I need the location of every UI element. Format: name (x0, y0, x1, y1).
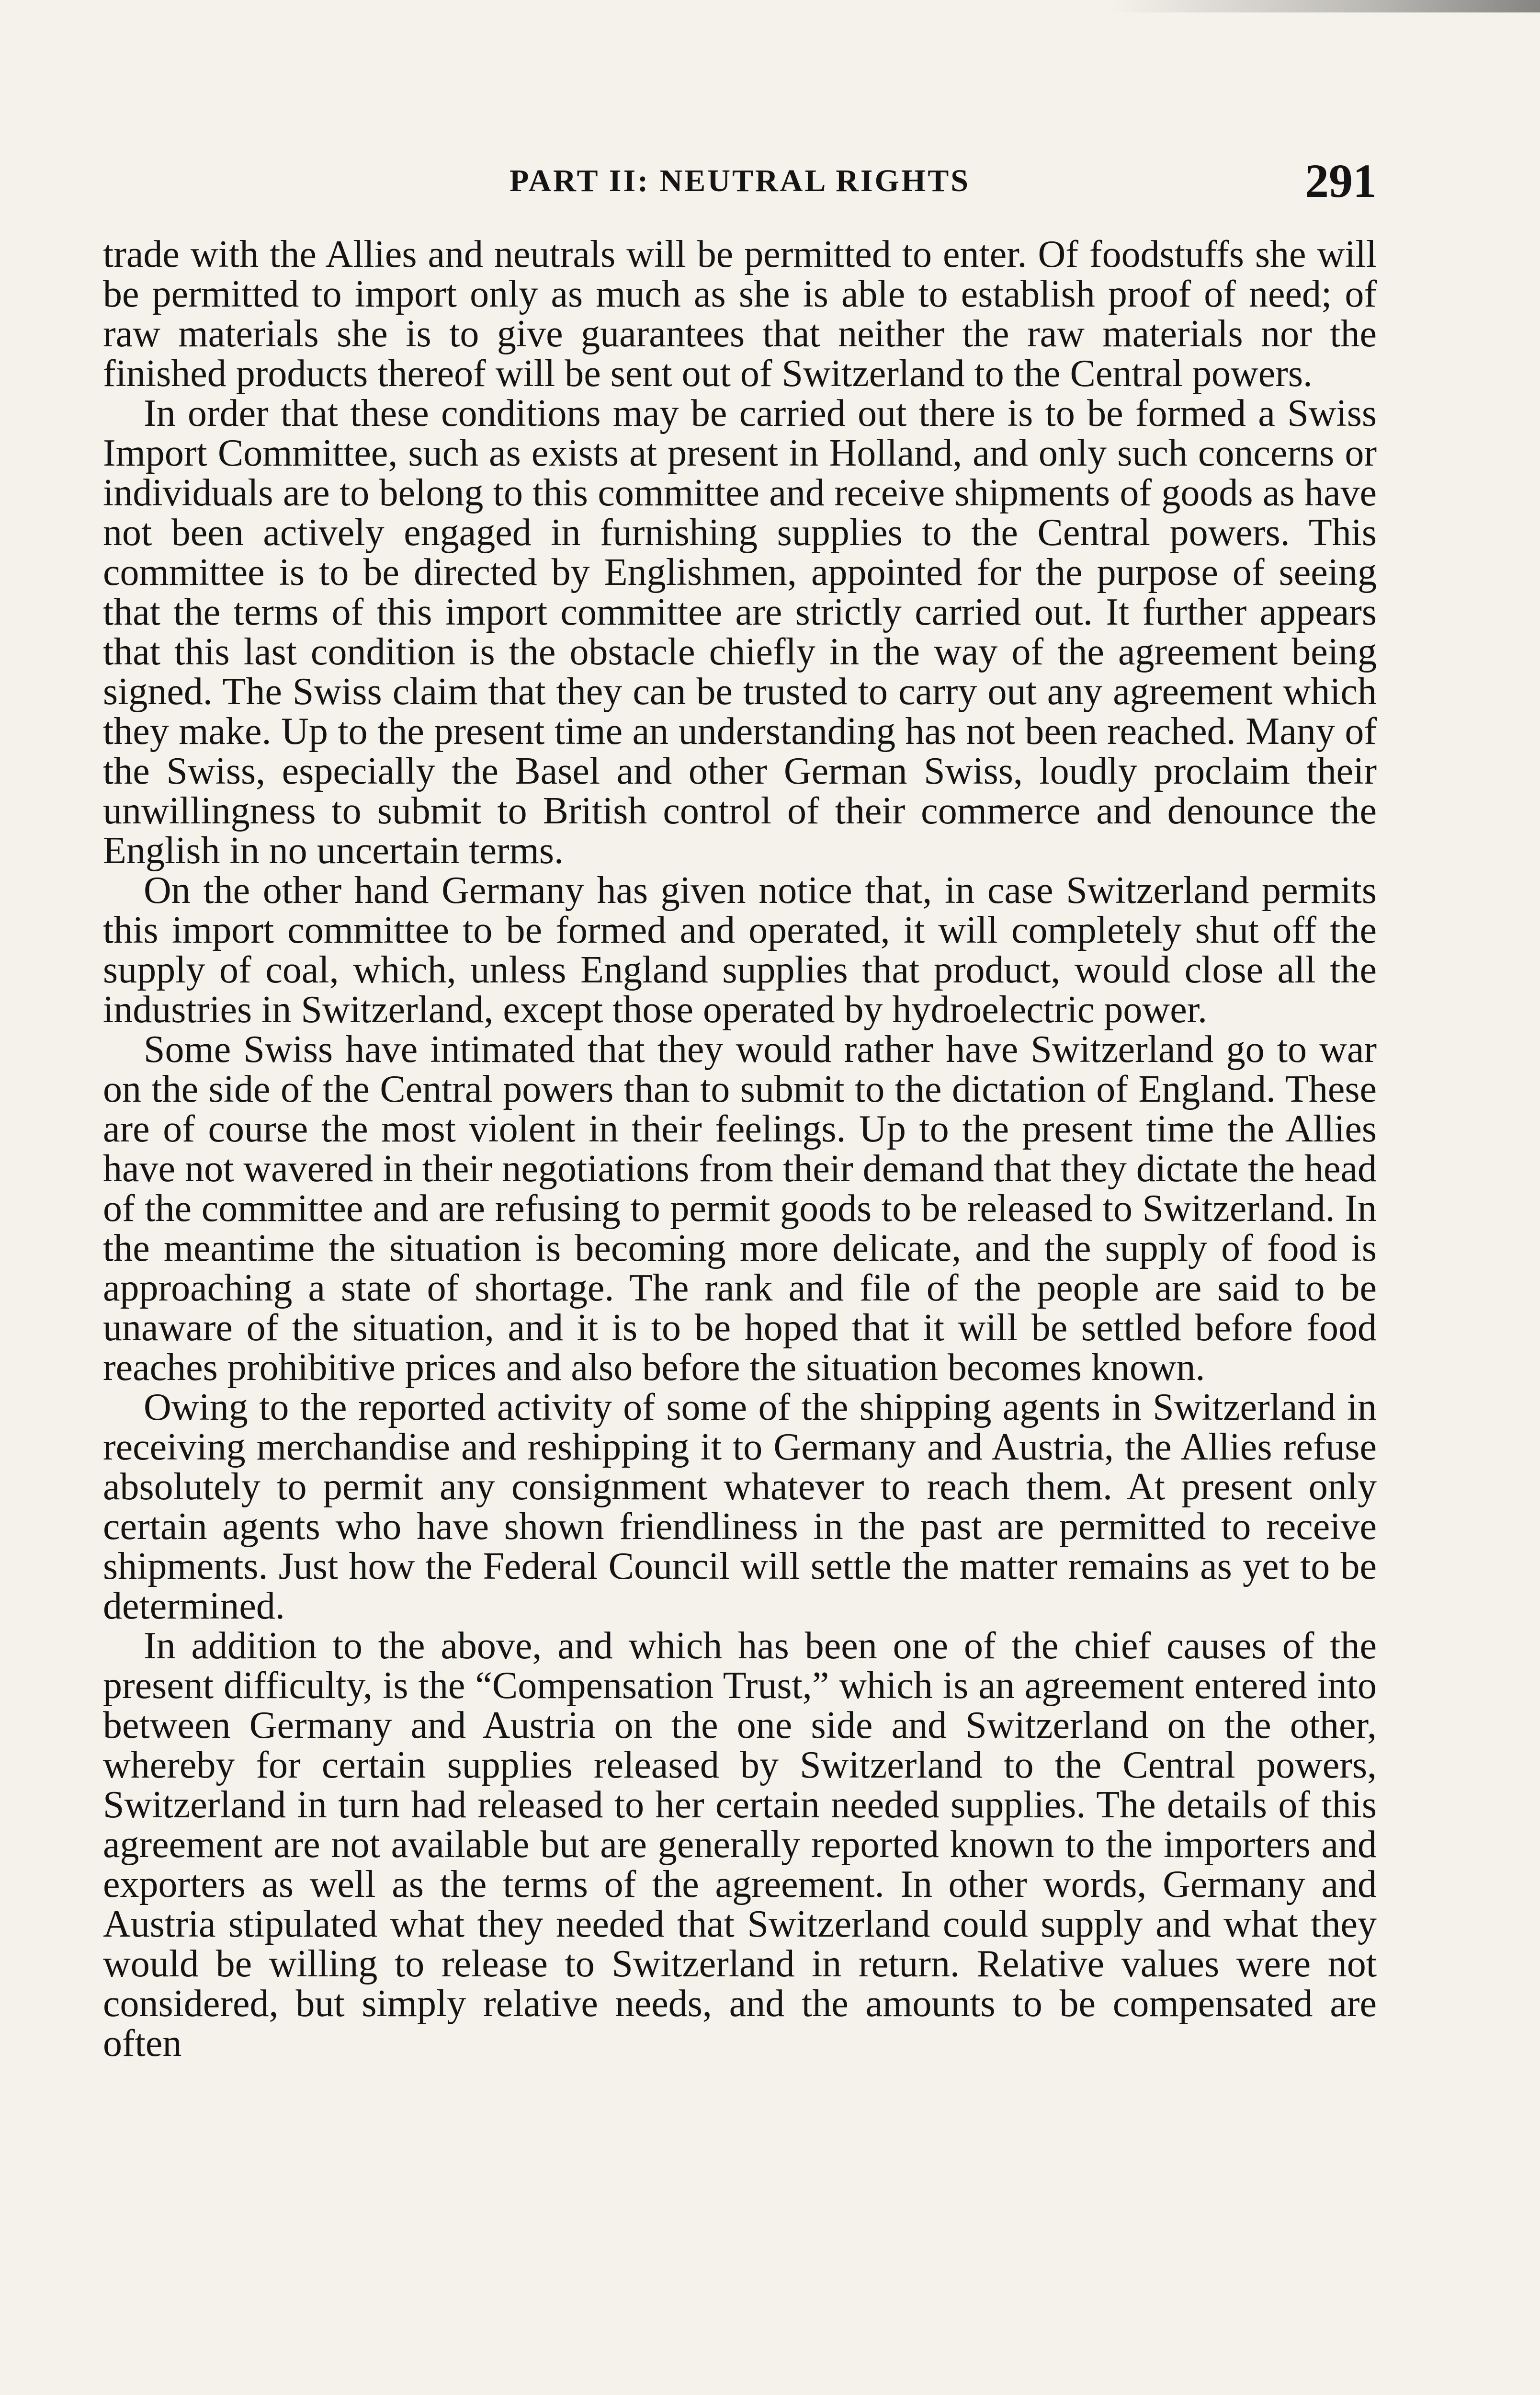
paragraph-germany-coal: On the other hand Germany has given notice that, in case Switzerland permits this import committee to be formed and operated, it will completely shut off the supply of coal, which, unless England supplies that product, would close all the industries in Switzerland, except those operated by hydroelectric power. (103, 869, 1377, 1031)
scan-edge-shadow (1109, 0, 1540, 12)
paragraph-swiss-sentiment: Some Swiss have intimated that they would rather have Switzerland go to war on the side of the Central powers than to submit to the dictation of England. These are of course the most violent in their feelings. Up to the present time the Allies have not wavered in their negotiations from their demand that they dictate the head of the committee and are refusing to permit goods to be released to Switzerland. In the meantime the situation is becoming more delicate, and the supply of food is approaching a state of shortage. The rank and file of the people are said to be unaware of the situation, and it is to be hoped that it will be settled before food reaches prohibitive prices and also before the situation becomes known. (103, 1028, 1377, 1389)
paragraph-compensation-trust: In addition to the above, and which has been one of the chief causes of the present difficulty, is the “Compensation Trust,” which is an agreement entered into between Germany and Austria on the one side and Switzerland on the other, whereby for certain supplies released by Switzerland to the Central powers, Switzerland in turn had released to her certain needed supplies. The details of this agreement are not available but are generally reported known to the importers and exporters as well as the terms of the agreement. In other words, Germany and Austria stipulated what they needed that Switzerland could supply and what they would be willing to release to Switzerland in return. Relative values were not considered, but simply relative needs, and the amounts to be compensated are often (103, 1625, 1377, 2064)
page-body (103, 235, 1377, 2064)
paragraph-continuation: trade with the Allies and neutrals will be permitted to enter. Of foodstuffs she will be permitted to import only as much as she is able to establish proof of need; of raw materials she is to give guarantees that neither the raw materials nor the finished products thereof will be sent out of Switzerland to the Central powers. (103, 233, 1377, 395)
paragraph-import-committee: In order that these conditions may be carried out there is to be formed a Swiss Import Committee, such as exists at present in Holland, and only such concerns or individuals are to belong to this committee and receive shipments of goods as have not been actively engaged in furnishing supplies to the Central powers. This committee is to be directed by Englishmen, appointed for the purpose of seeing that the terms of this import committee are strictly carried out. It further appears that this last condition is the obstacle chiefly in the way of the agreement being signed. The Swiss claim that they can be trusted to carry out any agreement which they make. Up to the present time an understanding has not been reached. Many of the Swiss, especially the Basel and other German Swiss, loudly proclaim their unwillingness to submit to British control of their commerce and denounce the English in no uncertain terms. (103, 392, 1377, 872)
running-head: PART II: NEUTRAL RIGHTS (510, 163, 970, 198)
page-header (103, 153, 1377, 211)
page-number: 291 (1305, 154, 1377, 207)
paragraph-shipping-agents: Owing to the reported activity of some of the shipping agents in Switzerland in receiving merchandise and reshipping it to Germany and Austria, the Allies refuse absolutely to permit any consignment whatever to reach them. At present only certain agents who have shown friendliness in the past are permitted to receive shipments. Just how the Federal Council will settle the matter remains as yet to be determined. (103, 1386, 1377, 1627)
